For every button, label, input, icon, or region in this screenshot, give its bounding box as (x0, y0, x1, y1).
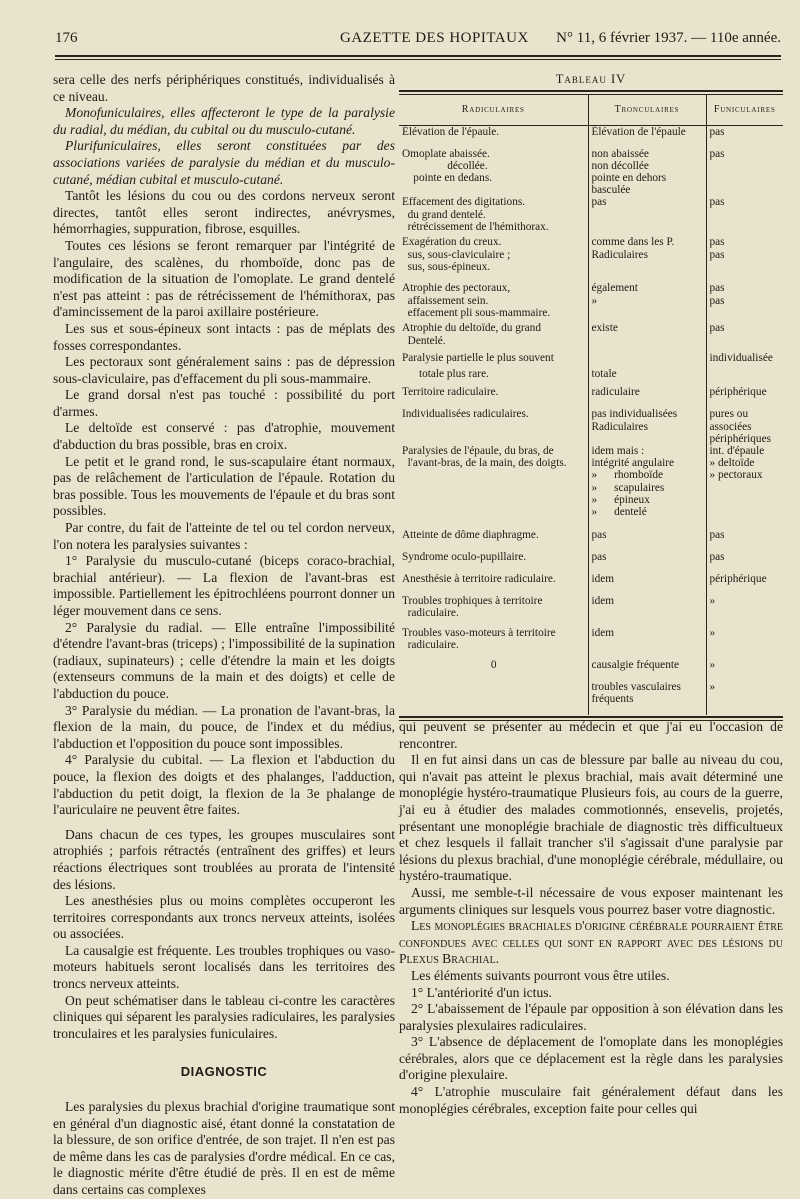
table-cell: 0 (399, 659, 588, 681)
table-row (399, 368, 783, 386)
table-cell: existe (588, 322, 706, 352)
table-cell: pas (709, 196, 725, 209)
paragraph: La causalgie est fréquente. Les troubles trophiques ou vaso-moteurs habituels seront localisés dans les territoires des troncs nerveux atteints. (53, 942, 395, 992)
table-row (399, 627, 783, 659)
table-row (399, 236, 783, 282)
header-tronculaires: Tronculaires (588, 95, 706, 126)
table-cell: pas (588, 529, 706, 551)
paragraph: 4° Paralysie du cubital. — La flexion et l'abduction du pouce, la flexion des doigts et des phalanges, l'adduction, l'abduction du petit doigt, la flexion de la 3e phalange de l'auriculaire ne peuvent être faites. (53, 752, 395, 818)
table-cell: int. d'épaule » deltoïde » pectoraux (709, 444, 765, 482)
table-cell: périphérique (709, 572, 767, 585)
table-cell: Troubles trophiques à territoire radiculaire. (399, 595, 588, 627)
table-row (399, 386, 783, 408)
table-cell: Élévation de l'épaule. (399, 126, 588, 148)
table-cell: troubles vasculaires fréquents (588, 681, 706, 715)
table-cell: pures ou associées périphériques (709, 408, 771, 445)
paragraph: 4° L'atrophie musculaire fait généralement défaut dans les monoplégies cérébrales, exception faite pour celles qui (399, 1084, 783, 1116)
paragraph: 1° Paralysie du musculo-cutané (biceps coraco-brachial, brachial antérieur). — La flexion de l'avant-bras est impossible. Partiellement les épitrochléens pourront donner un léger mouvement dans ce sens. (53, 553, 395, 618)
table-cell: Troubles vaso-moteurs à territoire radiculaire. (399, 627, 588, 659)
paragraph: Toutes ces lésions se feront remarquer par l'intégrité de l'angulaire, des scalènes, du rhomboïde, donc pas de modification de la situation de l'omoplate. Le grand dentelé n'est pas atteint : pas de rétrécissement de l'hémithorax, pas d'amincissement de la paroi axillaire postérieure. (53, 237, 395, 320)
paragraph: 1° L'antériorité d'un ictus. (411, 984, 552, 1000)
table-cell: comme dans les P. Radiculaires (588, 236, 706, 282)
table-row (399, 126, 783, 148)
paragraph: Le petit et le grand rond, le sus-scapulaire étant normaux, pas de relâchement de l'articulation de l'épaule. Rotation du bras possible. Tous les mouvements de l'épaule et du bras sont possibles. (53, 453, 395, 519)
table-cell: Syndrome oculo-pupillaire. (399, 551, 588, 573)
paragraph: Aussi, me semble-t-il nécessaire de vous exposer maintenant les arguments cliniques sur lesquels vous pourrez baser votre diagnostic. (399, 884, 783, 917)
paragraph: Les éléments suivants pourront vous être utiles. (411, 967, 670, 983)
table-cell: idem (588, 627, 706, 659)
header-radiculaires: Radiculaires (399, 95, 588, 126)
paragraph: Par contre, du fait de l'atteinte de tel ou tel cordon nerveux, l'on notera les paralysies suivantes : (53, 520, 395, 552)
paragraph: Monofuniculaires, elles affecteront le type de la paralysie du radial, du médian, du cubital ou du musculo-cutané. (53, 105, 395, 137)
paragraph: 3° Paralysie du médian. — La pronation de l'avant-bras, la flexion de la main, du pouce, de l'index et du médius, l'abduction et l'opposition du pouce sont impossibles. (53, 702, 395, 751)
page-number: 176 (55, 30, 78, 46)
paragraph: qui peuvent se présenter au médecin et que j'ai eu l'occasion de rencontrer. (399, 719, 783, 751)
table-iv (399, 72, 783, 721)
table-row (399, 529, 783, 551)
page-header (55, 30, 781, 56)
paragraph: On peut schématiser dans le tableau ci-contre les caractères cliniques qui séparent les paralysies radiculaires, les paralysies tronculaires et les paralysies funiculaires. (53, 992, 395, 1041)
table-cell: Élévation de l'épaule (588, 126, 706, 148)
paragraph: 2° L'abaissement de l'épaule par opposition à son élévation dans les paralysies plexulaires radiculaires. (399, 1001, 783, 1033)
table-cell: pas (709, 550, 725, 563)
table-cell: individualisée (709, 352, 773, 365)
table-cell (588, 352, 706, 368)
table-cell: idem (588, 573, 706, 595)
table-cell: Omoplate abaissée. décollée. pointe en dedans. (399, 148, 588, 197)
table-row (399, 148, 783, 197)
paragraph: Le grand dorsal n'est pas touché : possibilité du port d'armes. (53, 387, 395, 419)
table-row (399, 322, 783, 352)
table-cell (706, 368, 783, 386)
table-row (399, 196, 783, 236)
table-cell: causalgie fréquente (588, 659, 706, 681)
table-caption: Tableau IV (555, 72, 627, 86)
table-cell: totale (588, 368, 706, 386)
table-cell: Atrophie des pectoraux, affaissement sein. effacement pli sous-mammaire. (399, 282, 588, 322)
comparison-table (399, 95, 783, 715)
paragraph: Les anesthésies plus ou moins complètes occuperont les territoires correspondants aux troncs nerveux atteints, isolées ou associées. (53, 893, 395, 942)
table-cell: pas (588, 551, 706, 573)
table-cell: Atrophie du deltoïde, du grand Dentelé. (399, 322, 588, 352)
table-cell: pas pas (709, 236, 725, 261)
table-cell: pas (709, 147, 725, 160)
table-row (399, 282, 783, 322)
table-row (399, 573, 783, 595)
table-cell: » (709, 594, 716, 607)
table-cell: Paralysie partielle le plus souvent (399, 352, 588, 368)
table-cell: pas (709, 528, 725, 541)
table-cell: Territoire radiculaire. (399, 386, 588, 408)
paragraph: 3° L'absence de déplacement de l'omoplate dans les monoplégies cérébrales, alors que ce déplacement est la règle dans les paralysies d'origine plexulaire. (399, 1034, 783, 1083)
table-row (399, 408, 783, 445)
paragraph: Les sus et sous-épineux sont intacts : pas de méplats des fosses correspondantes. (53, 320, 395, 353)
table-row (399, 551, 783, 573)
table-cell: Paralysies de l'épaule, du bras, de l'avant-bras, de la main, des doigts. (399, 445, 588, 529)
table-rule (399, 90, 783, 92)
table-cell: idem (588, 595, 706, 627)
table-row (399, 681, 783, 715)
table-row (399, 659, 783, 681)
journal-title: GAZETTE DES HOPITAUX (340, 30, 529, 46)
table-cell: pas pas (709, 282, 725, 307)
table-body (399, 126, 783, 715)
paragraph: Les monoplégies brachiales d'origine cérébrale pourraient être confondues avec celles qui sont en rapport avec des lésions du Plexus Brachial. (399, 918, 783, 967)
table-cell: Anesthésie à territoire radiculaire. (399, 573, 588, 595)
table-cell: Exagération du creux. sus, sous-claviculaire ; sus, sous-épineux. (399, 236, 588, 282)
paragraph: Il en fut ainsi dans un cas de blessure par balle au niveau du cou, qui n'avait pas atteint le plexus brachial, mais avait déterminé une monoplégie hystéro-traumatique Plusieurs fois, au cours de la guerre, j'ai eu à étudier des malades commotionnés, ensevelis, projetés, présentant une monoplégie brachiale de diagnostic très difficultueux et chez lesquels il fallait trancher s'il s'agissait d'une paralysie par lésions du plexus brachial, d'une monoplégie cérébrale, médullaire, ou hystéro-traumatique. (399, 752, 783, 884)
table-cell: pas (709, 126, 725, 138)
table-cell: idem mais : intégrité angulaire » rhomboïde » scapulaires » épineux » dentelé (588, 445, 706, 529)
table-rule (399, 716, 783, 718)
paragraph: 2° Paralysie du radial. — Elle entraîne l'impossibilité d'étendre l'avant-bras (triceps) ; l'impossibilité de la supination (radiaux, supinateurs) ; celle d'étendre la main et les doigts (extenseurs communs de la main et des doigts) et celle de l'abduction du pouce. (53, 619, 395, 701)
table-cell: » (709, 626, 716, 639)
right-column (399, 719, 783, 1117)
paragraph: Dans chacun de ces types, les groupes musculaires sont atrophiés ; parfois rétractés (entraînent des griffes) et leurs réactions électriques sont troublées au prorata de l'intensité des lésions. (53, 826, 395, 892)
table-cell: pas (709, 322, 725, 335)
section-heading: DIAGNOSTIC (180, 1064, 268, 1080)
table-cell: Atteinte de dôme diaphragme. (399, 529, 588, 551)
table-cell: Individualisées radiculaires. (399, 408, 588, 445)
table-cell: Effacement des digitations. du grand dentelé. rétrécissement de l'hémithorax. (399, 196, 588, 236)
table-cell: périphérique (709, 386, 767, 399)
header-rule-thin (55, 59, 781, 60)
header-funiculaires: Funiculaires (706, 95, 783, 126)
table-cell: également » (588, 282, 706, 322)
table-row (399, 445, 783, 529)
table-cell: non abaissée non décollée pointe en dehors basculée (588, 148, 706, 197)
table-cell: totale plus rare. (399, 368, 588, 386)
paragraph: Les pectoraux sont généralement sains : pas de dépression sous-claviculaire, pas d'effacement du pli sous-mammaire. (53, 354, 395, 386)
table-cell: pas (588, 196, 706, 236)
table-row (399, 595, 783, 627)
table-cell: pas individualisées Radiculaires (588, 408, 706, 445)
issue-info: N° 11, 6 février 1937. — 110e année. (556, 30, 781, 46)
table-cell: radiculaire (588, 386, 706, 408)
table-cell: » (709, 658, 716, 671)
paragraph: Plurifuniculaires, elles seront constituées par des associations variées de paralysie du médian et du musculo-cutané, médian cubital et musculo-cutané. (53, 138, 395, 187)
paragraph: Tantôt les lésions du cou ou des cordons nerveux seront directes, tantôt elles seront indirectes, anévrysmes, hémorrhagies, suppuration, fibrose, esquilles. (53, 188, 395, 237)
paragraph: Les paralysies du plexus brachial d'origine traumatique sont en général d'un diagnostic aisé, étant donné la constatation de la blessure, de son orifice d'entrée, de son trajet. Il n'en est pas de même dans les cas de paralysies d'ordre médical. En ce cas, le diagnostic mérite d'être étudié de près. Il en est de même dans certains cas complexes (53, 1099, 395, 1197)
left-column (53, 72, 395, 1199)
table-cell: » (709, 680, 716, 693)
paragraph: Le deltoïde est conservé : pas d'atrophie, mouvement d'abduction du bras possible, bras en croix. (53, 420, 395, 453)
paragraph: sera celle des nerfs périphériques constitués, individualisés à ce niveau. (53, 72, 395, 104)
table-row (399, 352, 783, 368)
header-rule (55, 55, 781, 57)
table-cell (399, 681, 588, 715)
